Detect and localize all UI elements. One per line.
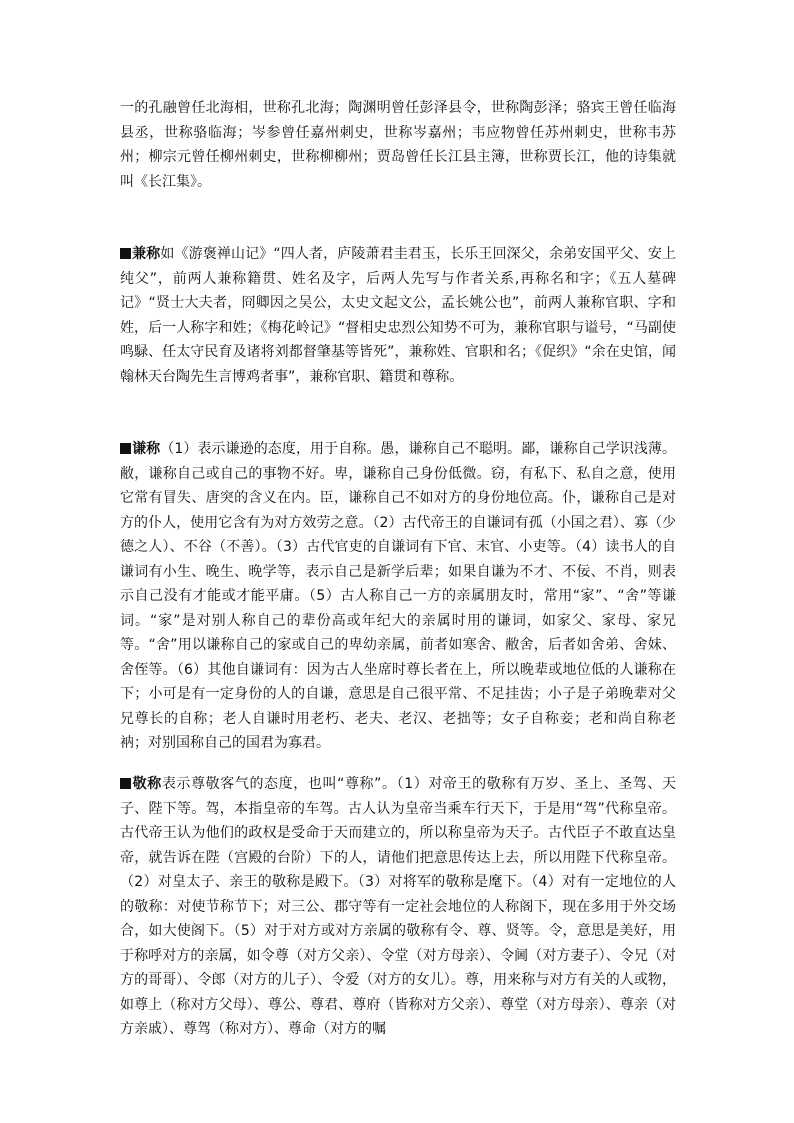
- paragraph-jianchen: [120, 242, 676, 389]
- square-bullet-icon: [120, 443, 131, 454]
- paragraph-text: 一的孔融曾任北海相，世称孔北海；陶渊明曾任彭泽县令，世称陶彭泽；骆宾王曾任临海县丞，世称骆临海；岑参曾任嘉州刺史，世称岑嘉州；韦应物曾任苏州刺史，世称韦苏州；柳宗元曾任柳州刺史，世称柳柳州；贾岛曾任长江县主簿，世称贾长江，他的诗集就叫《长江集》。: [120, 100, 676, 190]
- paragraph-heading: 敬称: [132, 776, 162, 792]
- paragraph-text: （1）表示谦逊的态度，用于自称。愚，谦称自己不聪明。鄙，谦称自己学识浅薄。敝，谦称自己或自己的事物不好。卑，谦称自己身份低微。窃，有私下、私自之意，使用它常有冒失、唐突的含义在内。臣，谦称自己不如对方的身份地位高。仆，谦称自己是对方的仆人，使用它含有为对方效劳之意。（2）古代帝王的自谦词有孤（小国之君）、寡（少德之人）、不谷（不善）。（3）古代官吏的自谦词有下官、末官、小吏等。（4）读书人的自谦词有小生、晚生、晚学等，表示自己是新学后辈；如果自谦为不才、不佞、不肖，则表示自己没有才能或才能平庸。（5）古人称自己一方的亲属朋友时，常用“家”、“舍”等谦词。“家”是对别人称自己的辈份高或年纪大的亲属时用的谦词，如家父、家母、家兄等。“舍”用以谦称自己的家或自己的卑幼亲属，前者如寒舍、敝舍，后者如舍弟、舍妹、舍侄等。（6）其他自谦词有：因为古人坐席时尊长者在上，所以晚辈或地位低的人谦称在下；小可是有一定身份的人的自谦，意思是自己很平常、不足挂齿；小子是子弟晚辈对父兄尊长的自称；老人自谦时用老朽、老夫、老汉、老拙等；女子自称妾；老和尚自称老衲；对别国称自己的国君为寡君。: [120, 441, 677, 751]
- paragraph-heading: 谦称: [132, 441, 161, 457]
- paragraph-text: 如《游褒禅山记》“四人者，庐陵萧君圭君玉，长乐王回深父，余弟安国平父、安上纯父”，前两人兼称籍贯、姓名及字，后两人先写与作者关系,再称名和字；《五人墓碑记》“贤士大夫者，冏卿因之吴公，太史文起文公，孟长姚公也”，前两人兼称官职、字和姓，后一人称字和姓；《梅花岭记》“督相史忠烈公知势不可为，兼称官职与谥号，“马副使鸣騄、任太守民育及诸将刘都督肇基等皆死”，兼称姓、官职和名；《促织》“余在史馆，闻翰林天台陶先生言博鸡者事”，兼称官职、籍贯和尊称。: [120, 246, 676, 385]
- paragraph-text: 表示尊敬客气的态度，也叫“尊称”。（1）对帝王的敬称有万岁、圣上、圣驾、天子、陛下等。驾，本指皇帝的车驾。古人认为皇帝当乘车行天下，于是用“驾”代称皇帝。古代帝王认为他们的政权是受命于天而建立的，所以称皇帝为天子。古代臣子不敢直达皇帝，就告诉在陛（宫殿的台阶）下的人，请他们把意思传达上去，所以用陛下代称皇帝。（2）对皇太子、亲王的敬称是殿下。（3）对将军的敬称是麾下。（4）对有一定地位的人的敬称：对使节称节下；对三公、郡守等有一定社会地位的人称阁下，现在多用于外交场合，如大使阁下。（5）对于对方或对方亲属的敬称有令、尊、贤等。令，意思是美好，用于称呼对方的亲属，如令尊（对方父亲）、令堂（对方母亲）、令阃（对方妻子）、令兄（对方的哥哥）、令郎（对方的儿子）、令爱（对方的女儿）。尊，用来称与对方有关的人或物，如尊上（称对方父母）、尊公、尊君、尊府（皆称对方父亲）、尊堂（对方母亲）、尊亲（对方亲戚）、尊驾（称对方）、尊命（对方的嘱: [120, 776, 677, 1037]
- paragraph-official-titles: [120, 96, 676, 194]
- paragraph-heading: 兼称: [132, 246, 161, 262]
- paragraph-qiancheng: [120, 437, 676, 756]
- square-bullet-icon: [120, 248, 131, 259]
- paragraph-jingcheng: [120, 772, 676, 1042]
- square-bullet-icon: [120, 778, 131, 789]
